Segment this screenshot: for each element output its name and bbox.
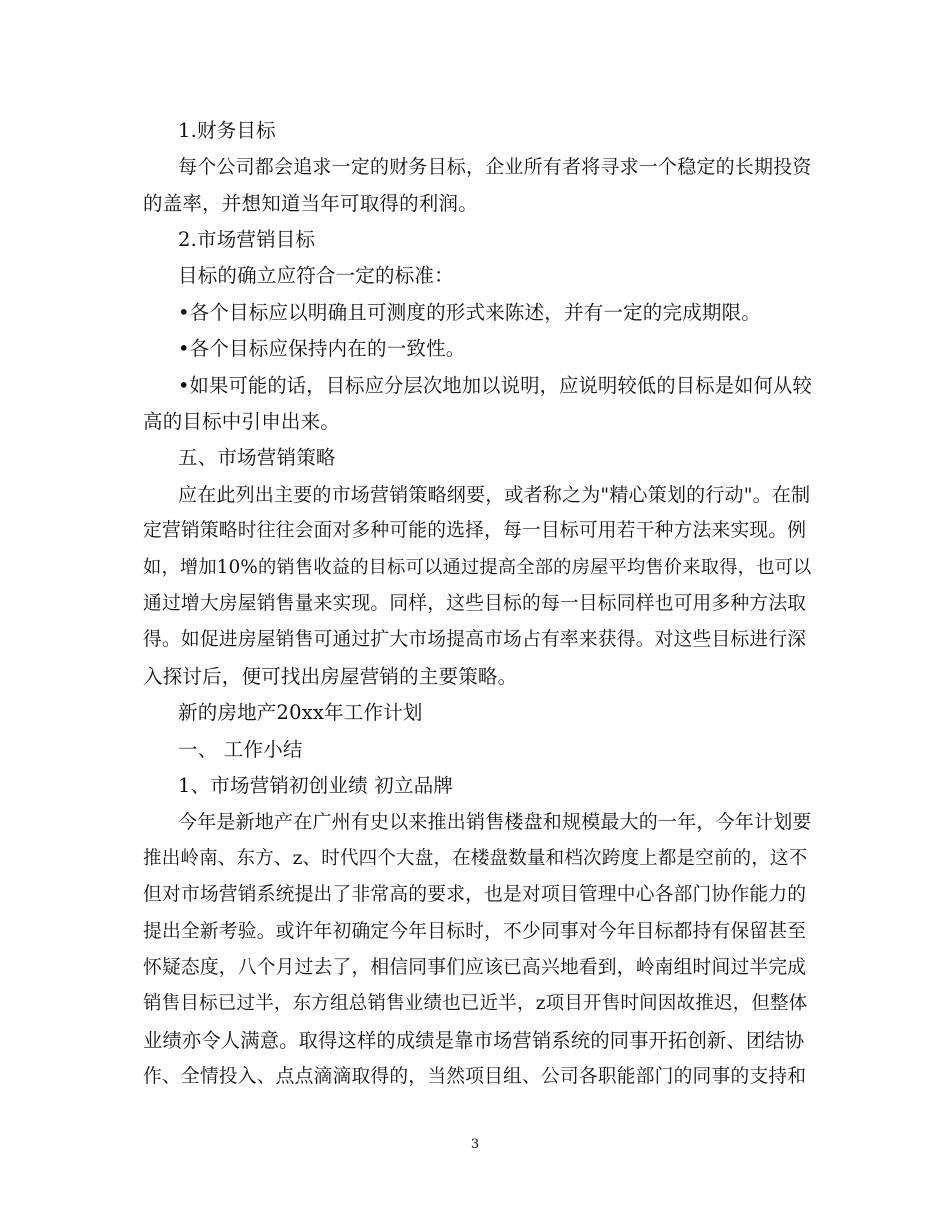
heading-work-summary: 一、 工作小结 xyxy=(178,738,303,761)
paragraph-line: 今年是新地产在广州有史以来推出销售楼盘和规模最大的一年，今年计划要 xyxy=(178,811,812,833)
heading-marketing-goals: 2.市场营销目标 xyxy=(178,228,316,251)
bullet-item: •如果可能的话，目标应分层次地加以说明，应说明较低的目标是如何从较 xyxy=(178,374,812,397)
paragraph-line: 高的目标中引申出来。 xyxy=(143,410,341,433)
paragraph-line: 目标的确立应符合一定的标准： xyxy=(178,264,454,287)
heading-marketing-achievements: 1、市场营销初创业绩 初立品牌 xyxy=(178,774,454,797)
paragraph-line: 怀疑态度，八个月过去了，相信同事们应该已高兴地看到，岭南组时间过半完成 xyxy=(143,957,807,978)
bullet-item: •各个目标应保持内在的一致性。 xyxy=(178,337,466,360)
paragraph-line: 入探讨后，便可找出房屋营销的主要策略。 xyxy=(143,665,518,688)
heading-work-plan: 新的房地产20xx年工作计划 xyxy=(178,701,423,724)
paragraph-line: 业绩亦令人满意。取得这样的成绩是靠市场营销系统的同事开拓创新、团结协 xyxy=(143,1029,805,1052)
bullet-item: •各个目标应以明确且可测度的形式来陈述，并有一定的完成期限。 xyxy=(178,301,762,324)
paragraph-line: 如，增加10%的销售收益的目标可以通过提高全部的房屋平均售价来取得，也可以 xyxy=(143,557,812,578)
paragraph-line: 每个公司都会追求一定的财务目标，企业所有者将寻求一个稳定的长期投资 xyxy=(178,156,812,178)
heading-financial-goals: 1.财务目标 xyxy=(178,119,276,142)
page-number: 3 xyxy=(470,1137,480,1152)
paragraph-line: 作、全情投入、点点滴滴取得的，当然项目组、公司各职能部门的同事的支持和 xyxy=(143,1066,807,1087)
paragraph-line: 销售目标已过半，东方组总销售业绩也已近半，z项目开售时间因故推迟，但整体 xyxy=(143,993,808,1014)
paragraph-line: 应在此列出主要的市场营销策略纲要，或者称之为"精心策划的行动"。在制 xyxy=(178,484,811,506)
paragraph-line: 得。如促进房屋销售可通过扩大市场提高市场占有率来获得。对这些目标进行深 xyxy=(143,629,807,650)
heading-marketing-strategy: 五、市场营销策略 xyxy=(178,446,336,469)
paragraph-line: 推出岭南、东方、z、时代四个大盘，在楼盘数量和档次跨度上都是空前的，这不 xyxy=(143,848,808,869)
paragraph-line: 的盖率，并想知道当年可取得的利润。 xyxy=(143,192,478,215)
paragraph-line: 通过增大房屋销售量来实现。同样，这些目标的每一目标同样也可用多种方法取 xyxy=(143,593,807,614)
paragraph-line: 定营销策略时往往会面对多种可能的选择，每一目标可用若干种方法来实现。例 xyxy=(143,520,807,541)
paragraph-line: 提出全新考验。或许年初确定今年目标时，不少同事对今年目标都持有保留甚至 xyxy=(143,921,807,942)
paragraph-line: 但对市场营销系统提出了非常高的要求，也是对项目管理中心各部门协作能力的 xyxy=(143,884,807,905)
